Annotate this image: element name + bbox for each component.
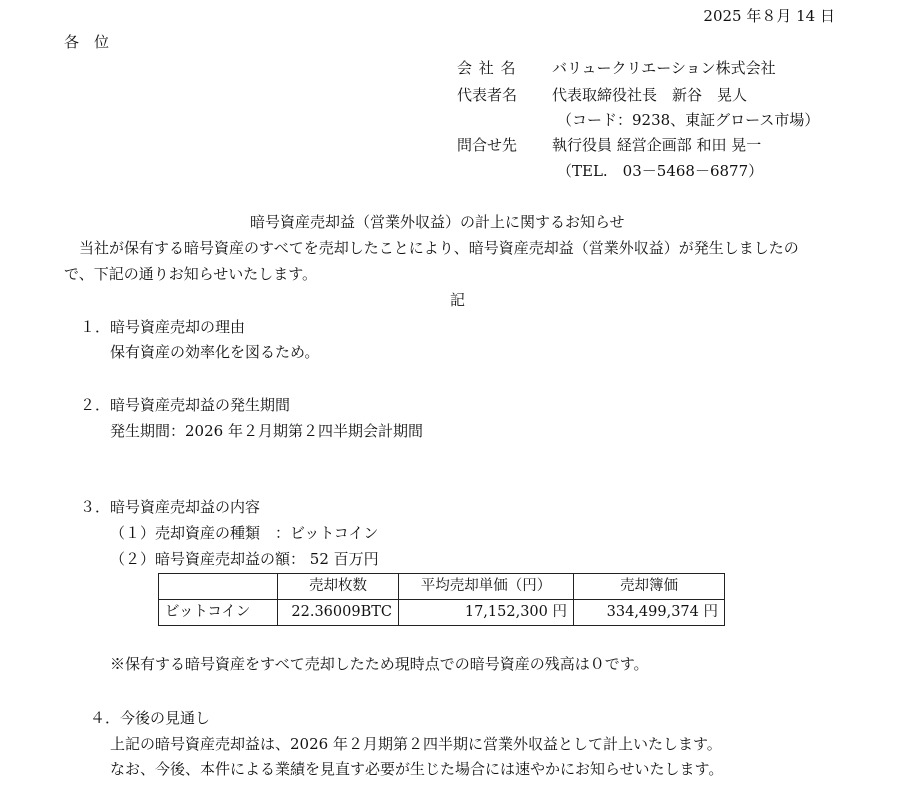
contact-name: 執行役員 経営企画部 和田 晃一 bbox=[552, 136, 762, 154]
stock-code: （コード：9238、東証グロース市場） bbox=[557, 111, 820, 129]
section-4-heading: ４．今後の見通し bbox=[90, 709, 211, 727]
representative-label: 代表者名 bbox=[457, 86, 518, 104]
section-2-body: 発生期間：2026 年２月期第２四半期会計期間 bbox=[110, 422, 423, 440]
intro-line-1: 当社が保有する暗号資産のすべてを売却したことにより、暗号資産売却益（営業外収益）が発生しましたの bbox=[79, 239, 799, 257]
company-name: バリュークリエーション株式会社 bbox=[552, 59, 776, 77]
company-label: 会社名 bbox=[457, 59, 523, 77]
section-4-line-2: なお、今後、本件による業績を見直す必要が生じた場合には速やかにお知らせいたします。 bbox=[110, 760, 724, 778]
table-header-cell: 売却枚数 bbox=[278, 574, 399, 600]
section-2-heading: ２．暗号資産売却益の発生期間 bbox=[80, 396, 291, 414]
intro-line-2: で、下記の通りお知らせいたします。 bbox=[64, 265, 318, 283]
contact-label: 問合せ先 bbox=[457, 136, 518, 154]
section-4-line-1: 上記の暗号資産売却益は、2026 年２月期第２四半期に営業外収益として計上いたします。 bbox=[110, 735, 722, 753]
avg-price-cell: 17,152,300 円 bbox=[399, 600, 574, 626]
asset-cell: ビットコイン bbox=[159, 600, 278, 626]
section-1-heading: １．暗号資産売却の理由 bbox=[80, 318, 246, 336]
document-date: 2025 年８月 14 日 bbox=[703, 7, 835, 25]
section-1-body: 保有資産の効率化を図るため。 bbox=[110, 343, 320, 361]
document-title: 暗号資産売却益（営業外収益）の計上に関するお知らせ bbox=[250, 213, 625, 231]
section-3-item-1: （１）売却資産の種類 ：ビットコイン bbox=[110, 524, 379, 542]
table-header-row bbox=[159, 574, 725, 600]
sale-table bbox=[158, 573, 725, 626]
quantity-cell: 22.36009BTC bbox=[278, 600, 399, 626]
ki-marker: 記 bbox=[450, 291, 466, 309]
section-3-note: ※保有する暗号資産をすべて売却したため現時点での暗号資産の残高は０です。 bbox=[110, 655, 649, 673]
book-value-cell: 334,499,374 円 bbox=[574, 600, 725, 626]
contact-tel: （TEL. 03－5468－6877） bbox=[557, 162, 764, 180]
table-row bbox=[159, 600, 725, 626]
table-header-cell: 平均売却単価（円） bbox=[399, 574, 574, 600]
addressee: 各 位 bbox=[64, 33, 110, 51]
section-3-heading: ３．暗号資産売却益の内容 bbox=[80, 498, 261, 516]
section-3-item-2: （２）暗号資産売却益の額： 52 百万円 bbox=[110, 550, 379, 568]
table-header-cell bbox=[159, 574, 278, 600]
table-header-cell: 売却簿価 bbox=[574, 574, 725, 600]
representative-name: 代表取締役社長 新谷 晃人 bbox=[552, 86, 748, 104]
